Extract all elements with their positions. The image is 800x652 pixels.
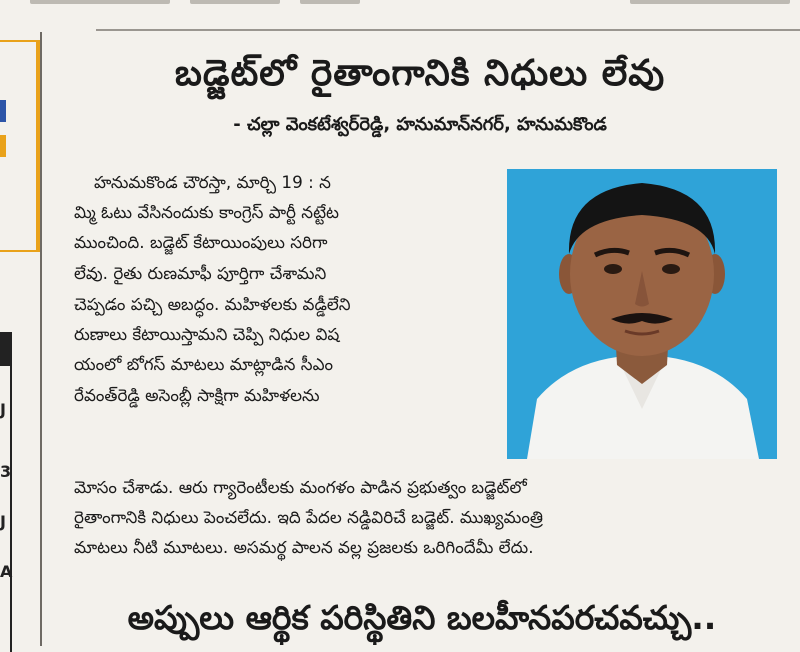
left-glyph: J	[0, 512, 6, 531]
body-line: రేవంత్‌రెడ్డి అసెంబ్లీ సాక్షిగా మహిళలను	[74, 385, 320, 405]
left-dark-box	[0, 332, 12, 652]
portrait-photo	[507, 169, 777, 459]
left-glyph: 3	[0, 462, 12, 481]
top-rule	[96, 29, 800, 31]
blue-marker	[0, 100, 6, 122]
orange-marker	[0, 135, 6, 157]
body-line: మోసం చేశాడు. ఆరు గ్యారెంటీలకు మంగళం పాడిన ప్రభుత్వం బడ్జెట్‌లో	[74, 477, 527, 497]
body-line: మ్మి ఓటు వేసినందుకు కాంగ్రెస్ పార్టీ నట్టేట	[74, 202, 339, 222]
body-line: చెప్పడం పచ్చి అబద్ధం. మహిళలకు వడ్డీలేని	[74, 294, 351, 314]
body-line: ముంచింది. బడ్జెట్ కేటాయింపులు సరిగా	[74, 232, 328, 252]
body-line: యంలో బోగస్ మాటలు మాట్లాడిన సీఎం	[74, 354, 334, 374]
next-article-headline: అప్పులు ఆర్థిక పరిస్థితిని బలహీనపరచవచ్చు..	[127, 598, 717, 637]
left-glyph: J	[0, 400, 6, 419]
left-glyph: A	[0, 562, 13, 581]
body-line: మాటలు నీటి మూటలు. అసమర్థ పాలన వల్ల ప్రజలకు ఒరిగిందేమీ లేదు.	[74, 537, 534, 557]
body-line: రైతాంగానికి నిధులు పెంచలేదు. ఇది పేదల నడ్డివిరిచే బడ్జెట్. ముఖ్యమంత్రి	[74, 507, 543, 527]
body-line: హనుమకొండ చౌరస్తా, మార్చి 19 : న	[94, 172, 331, 192]
column-divider	[40, 32, 42, 646]
body-line: రుణాలు కేటాయిస్తామని చెప్పి నిధుల విష	[74, 324, 340, 344]
article-byline: - చల్లా వెంకటేశ్వర్‌రెడ్డి, హనుమాన్‌నగర్, హనుమకొండ	[233, 114, 607, 135]
body-line: లేవు. రైతు రుణమాఫీ పూర్తిగా చేశామని	[74, 263, 327, 283]
left-column-fragment	[0, 32, 40, 646]
cropped-top-text	[0, 0, 800, 12]
orange-boxed-item	[0, 40, 40, 252]
article-headline: బడ్జెట్‌లో రైతాంగానికి నిధులు లేవు	[174, 53, 666, 94]
